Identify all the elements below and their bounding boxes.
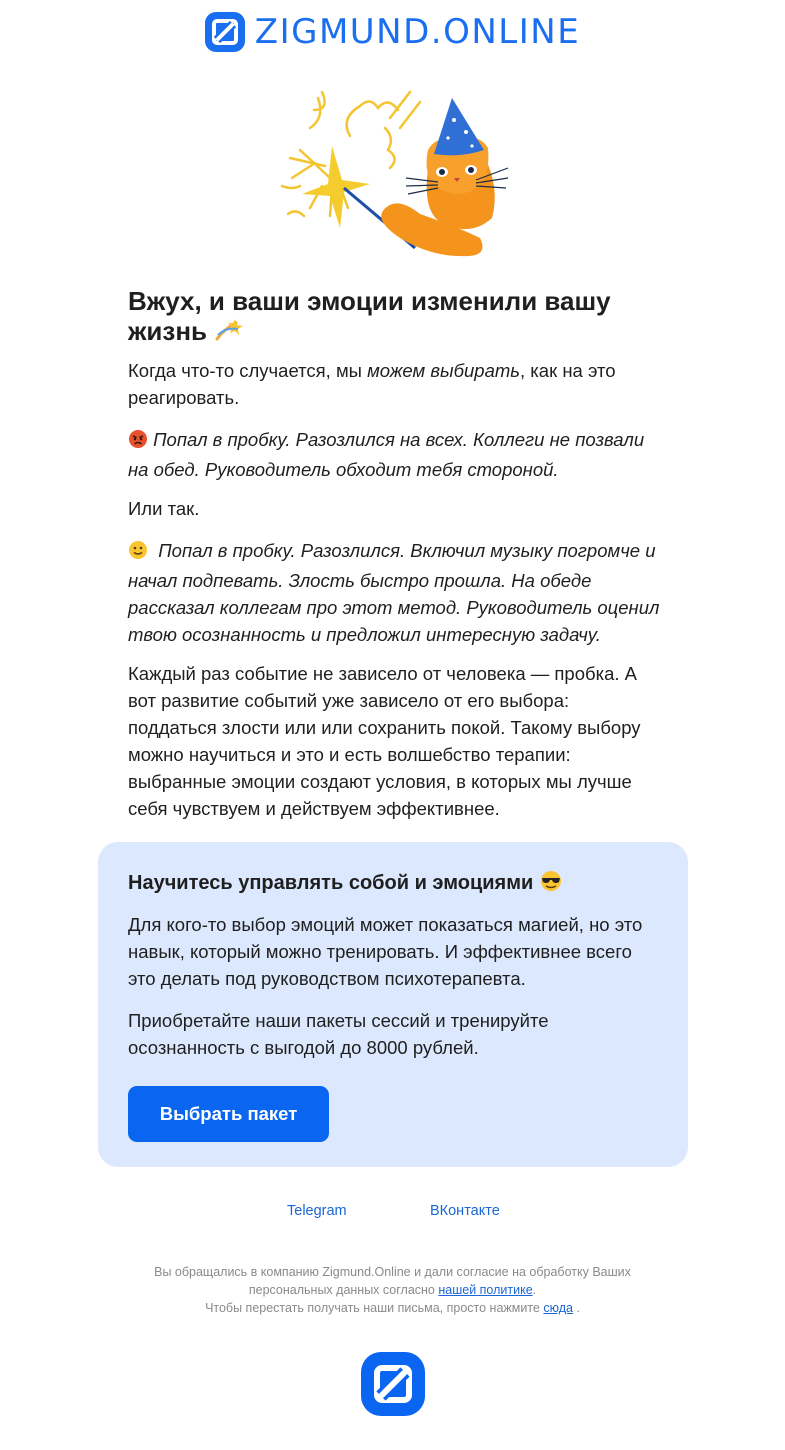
or-paragraph bbox=[128, 495, 660, 522]
vk-link[interactable]: ВКонтакте bbox=[430, 1203, 500, 1219]
conclusion-paragraph bbox=[128, 660, 660, 822]
intro-paragraph bbox=[128, 357, 660, 411]
sunglasses-face-icon bbox=[539, 870, 563, 899]
header bbox=[0, 10, 785, 54]
angry-face-icon bbox=[128, 429, 148, 456]
logo-icon[interactable] bbox=[205, 12, 245, 52]
promo-title bbox=[128, 870, 660, 899]
dizzy-icon bbox=[214, 317, 244, 349]
brand-name[interactable]: ZIGMUND.ONLINE bbox=[254, 12, 581, 52]
footer-consent-end: . bbox=[532, 1283, 537, 1297]
slightly-smiling-face-icon bbox=[128, 540, 148, 567]
footer-consent-text bbox=[140, 1263, 645, 1317]
promo-text-2: Приобретайте наши пакеты сессий и тренируйте осознанность с выгодой до 8000 рублей. bbox=[128, 1010, 549, 1058]
unsubscribe-link[interactable]: сюда bbox=[543, 1301, 573, 1315]
footer-consent-start: Вы обращались в компанию Zigmund.Online и дали согласие на обработку Ваших персональных данных согласно bbox=[154, 1265, 631, 1297]
bad-example-paragraph bbox=[128, 426, 660, 483]
promo-card bbox=[98, 842, 688, 1167]
promo-text-2-block bbox=[128, 1007, 660, 1061]
intro-text-end: , как на это реагировать. bbox=[128, 360, 616, 408]
promo-text-1: Для кого-то выбор эмоций может показаться магией, но это навык, который можно тренировать. И эффективнее всего это делать под руководством психотерапевта. bbox=[128, 914, 643, 989]
privacy-policy-link[interactable]: нашей политике bbox=[438, 1283, 533, 1297]
footer-unsubscribe-start: Чтобы перестать получать наши письма, просто нажмите bbox=[205, 1301, 544, 1315]
footer-unsubscribe-end: . bbox=[572, 1301, 580, 1315]
article-title bbox=[128, 286, 660, 349]
choose-package-button[interactable]: Выбрать пакет bbox=[128, 1086, 329, 1142]
footer-logo-icon[interactable] bbox=[361, 1352, 425, 1416]
intro-text-emphasis: можем выбирать bbox=[367, 360, 521, 381]
promo-title-text: Научитесь управлять собой и эмоциями bbox=[128, 872, 534, 894]
conclusion-text: Каждый раз событие не зависело от человека — пробка. А вот развитие событий уже зависело от его выбора: поддаться злости или или сохранить покой. Такому выбору можно научиться и это и есть волшебство терапии: выбранные эмоции создают условия, в которых мы лучше себя чувствуем и действуем эффективнее. bbox=[128, 663, 641, 819]
good-example-text: Попал в пробку. Разозлился. Включил музыку погромче и начал подпевать. Злость быстро прошла. На обеде рассказал коллегам про этот метод. Руководитель оценил твою осознанность и предложил интересную задачу. bbox=[128, 540, 660, 645]
promo-title-block bbox=[128, 870, 660, 899]
good-example-paragraph bbox=[128, 537, 660, 648]
telegram-link[interactable]: Telegram bbox=[287, 1203, 347, 1219]
intro-text-start: Когда что-то случается, мы bbox=[128, 360, 368, 381]
article-title-text: Вжух, и ваши эмоции изменили вашу жизнь bbox=[128, 286, 611, 346]
bad-example-text: Попал в пробку. Разозлился на всех. Коллеги не позвали на обед. Руководитель обходит тебя стороной. bbox=[128, 429, 645, 480]
article-title-block bbox=[128, 286, 660, 349]
or-text: Или так. bbox=[128, 498, 200, 519]
wizard-cat-illustration bbox=[270, 88, 520, 260]
promo-text-1-block bbox=[128, 911, 660, 992]
